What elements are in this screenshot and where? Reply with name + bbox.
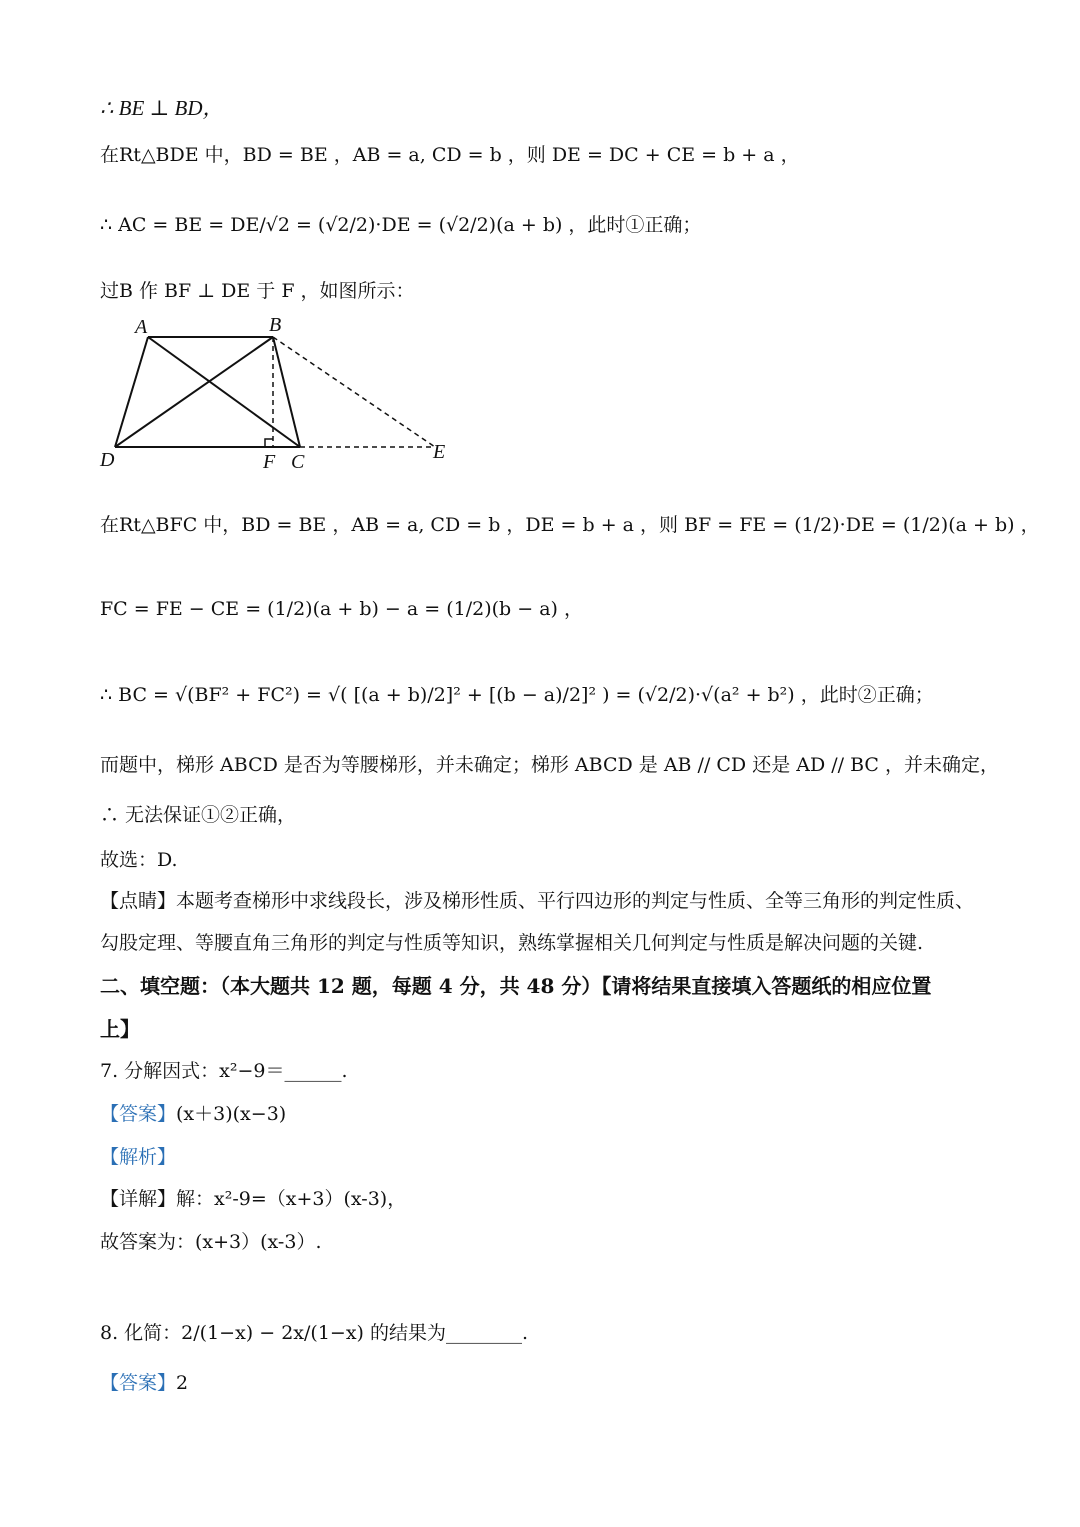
text-line-5: 在Rt△BFC 中，BD = BE ，AB = a, CD = b ，DE = b + a ，则 BF = FE = (1/2)·DE = (1/2)(a + b) ，: [100, 514, 1040, 536]
text-line-10: 故选：D.: [100, 849, 178, 871]
text-line-7: ∴ BC = √(BF² + FC²) = √( [(a + b)/2]² + [(b − a)/2]² ) = (√2/2)·√(a² + b²) ，此时②正确；: [100, 684, 934, 706]
answer-8-value: 2: [176, 1372, 189, 1394]
answer-7-row: [100, 1099, 286, 1126]
label-d: D: [100, 449, 115, 471]
answer-7-value: (x＋3)(x−3): [176, 1103, 287, 1125]
question-8: 8. 化简：2/(1−x) − 2x/(1−x) 的结果为________.: [100, 1322, 529, 1344]
label-f: F: [263, 451, 276, 473]
text-line-9: ∴ 无法保证①②正确，: [100, 804, 297, 826]
answer-tag: 【答案】: [100, 1103, 177, 1125]
question-7: 7. 分解因式：x²−9＝______.: [100, 1060, 348, 1082]
comment-line-2: 勾股定理、等腰直角三角形的判定与性质等知识，熟练掌握相关几何判定与性质是解决问题的关键.: [100, 932, 924, 954]
analysis-tag: 【解析】: [100, 1146, 177, 1168]
final-answer-7: 故答案为：(x+3）(x-3）.: [100, 1231, 322, 1253]
label-b: B: [269, 314, 282, 336]
label-c: C: [291, 451, 305, 473]
right-angle-mark: [265, 439, 273, 447]
comment-line-1: 【点睛】本题考查梯形中求线段长，涉及梯形性质、平行四边形的判定与性质、全等三角形的判定性质、: [100, 890, 975, 912]
detail-7: 【详解】解：x²-9=（x+3）(x-3)，: [100, 1188, 407, 1210]
text-line-1: ∴ BE ⊥ BD，: [100, 96, 224, 120]
text-line-2: 在Rt△BDE 中，BD = BE ，AB = a, CD = b ，则 DE = DC + CE = b + a ，: [100, 144, 800, 166]
text-line-4: 过B 作 BF ⊥ DE 于 F ，如图所示：: [100, 280, 415, 302]
section-heading-line-2: 上】: [100, 1017, 140, 1041]
label-a: A: [135, 316, 148, 338]
answer-tag: 【答案】: [100, 1372, 177, 1394]
text-line-8: 而题中，梯形 ABCD 是否为等腰梯形，并未确定；梯形 ABCD 是 AB // CD 还是 AD // BC ，并未确定，: [100, 754, 999, 776]
label-e: E: [433, 441, 446, 463]
segment-be: [273, 337, 435, 447]
text-line-3: ∴ AC = BE = DE/√2 = (√2/2)·DE = (√2/2)(a + b) ，此时①正确；: [100, 214, 702, 236]
edge-ad: [115, 337, 148, 447]
trapezoid-diagram: [95, 310, 475, 480]
text-line-6: FC = FE − CE = (1/2)(a + b) − a = (1/2)(b − a) ，: [100, 598, 583, 620]
answer-8-row: [100, 1368, 188, 1395]
section-heading-line-1: 二、填空题：（本大题共 12 题，每题 4 分，共 48 分）【请将结果直接填入答题纸的相应位置: [100, 974, 932, 998]
diagonal-bd: [115, 337, 273, 447]
